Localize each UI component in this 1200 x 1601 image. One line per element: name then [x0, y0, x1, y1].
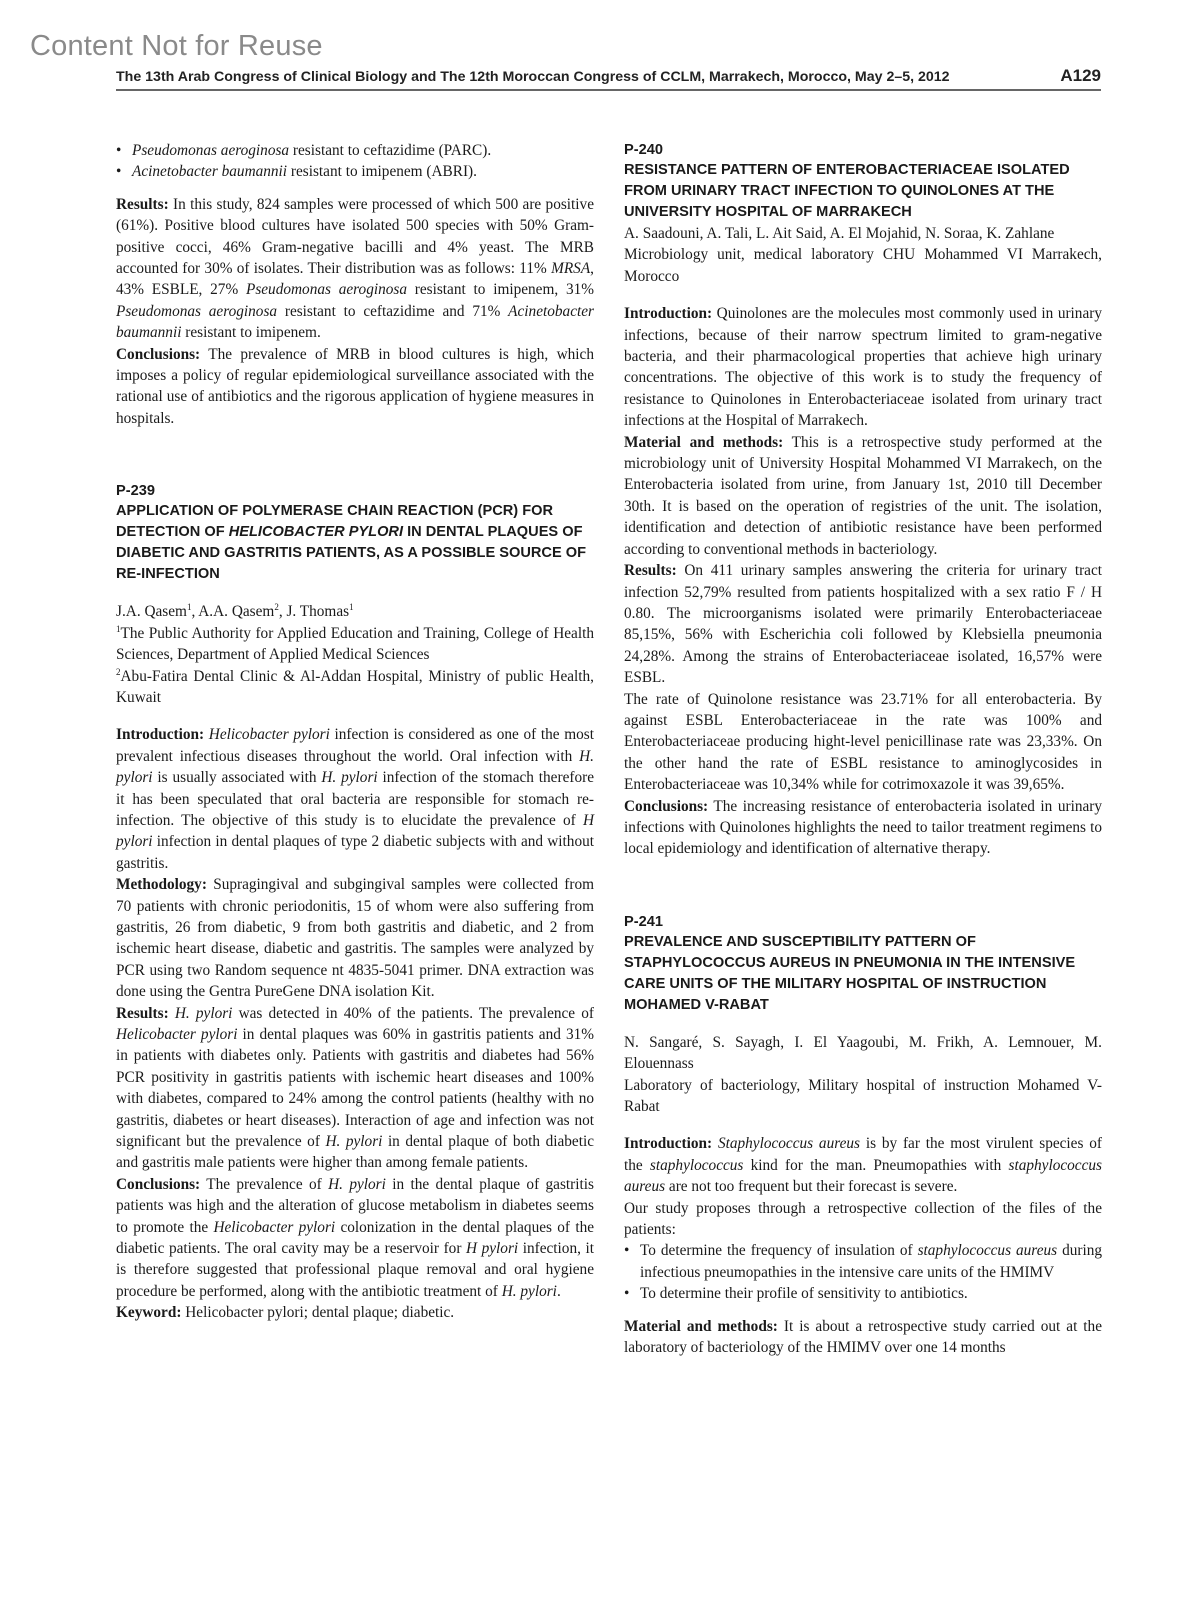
- abstract-title: APPLICATION OF POLYMERASE CHAIN REACTION (PCR) FOR DETECTION OF HELICOBACTER PYLORI IN DENTAL PLAQUES OF DIABETIC AND GASTRITIS PATIENTS, AS A POSSIBLE SOURCE OF RE-INFECTION: [116, 503, 586, 583]
- running-title: The 13th Arab Congress of Clinical Biology and The 12th Moroccan Congress of CCLM, Marrakech, Morocco, May 2–5, 2012: [116, 69, 950, 85]
- abstract-p239: [116, 481, 594, 1323]
- results-paragraph: Results: On 411 urinary samples answering the criteria for urinary tract infection 52,79% resulted from patients hospitalized with a sex ratio F / H 0.80. The microorganisms isolated were primarily Enterobacteriaceae 85,15%, 56% with Escherichia coli followed by Klebsiella pneumonia 24,28%. Among the strains of Enterobacteriaceae isolated, 16,57% were ESBL.: [624, 562, 1102, 687]
- left-column: [116, 140, 594, 1324]
- methods-paragraph: Material and methods: It is about a retrospective study carried out at the laboratory of bacteriology of the HMIMV over one 14 months: [624, 1317, 1102, 1357]
- conclusions-paragraph: Conclusions: The prevalence of MRB in blood cultures is high, which imposes a policy of regular epidemiological surveillance associated with the rational use of antibiotics and the rigorous application of hygiene measures in hospitals.: [116, 345, 594, 427]
- abstract-p241: [624, 912, 1102, 1359]
- page-number: A129: [1060, 66, 1101, 85]
- authors: J.A. Qasem$^1$, A.A. Qasem$^2$, J. Thomas$^1$: [116, 602, 354, 621]
- authors: A. Saadouni, A. Tali, L. Ait Said, A. El Mojahid, N. Soraa, K. Zahlane: [624, 225, 1055, 242]
- running-header: [116, 66, 1101, 86]
- affiliation: Laboratory of bacteriology, Military hospital of instruction Mohamed V-Rabat: [624, 1076, 1102, 1115]
- list-item: • Pseudomonas aeroginosa resistant to ceftazidime (PARC).: [116, 140, 594, 161]
- abstract-id: P-239: [116, 483, 155, 500]
- authors: N. Sangaré, S. Sayagh, I. El Yaagoubi, M. Frikh, A. Lemnouer, M. Elouennass: [624, 1033, 1102, 1073]
- abstract-id: P-241: [624, 913, 663, 930]
- header-rule: [116, 89, 1101, 91]
- affiliation: Microbiology unit, medical laboratory CHU Mohammed VI Marrakech, Morocco: [624, 246, 1102, 285]
- results-paragraph-2: The rate of Quinolone resistance was 23.71% for all enterobacteria. By against ESBL Enterobacteriaceae in the rate was 100% and Enterobacteriaceae producing hight-level penicillinase rate was 23,33%. On the other hand the rate of ESBL resistance to aminoglycosides in Enterobacteriaceae was 10,34% while for cotrimoxazole it was 39,65%.: [624, 690, 1102, 794]
- keyword-line: Keyword: Helicobacter pylori; dental plaque; diabetic.: [116, 1304, 455, 1322]
- introduction-paragraph: Introduction: Quinolones are the molecules most commonly used in urinary infections, because of their narrow spectrum limited to gram-negative bacteria, and their pharmacological properties that achieve high urinary concentrations. The objective of this work is to study the frequency of resistance to Quinolones in Enterobacteriaceae isolated from urinary tract infections at the Hospital of Marrakech.: [624, 305, 1102, 430]
- abstract-title: RESISTANCE PATTERN OF ENTEROBACTERIACEAE ISOLATED FROM URINARY TRACT INFECTION TO QUINOLONES AT THE UNIVERSITY HOSPITAL OF MARRAKECH: [624, 162, 1070, 220]
- conclusions-paragraph: Conclusions: The prevalence of H. pylori in the dental plaque of gastritis patients was high and the alteration of glucose metabolism in diabetes seems to promote the Helicobacter pylori colonization in the dental plaques of the diabetic patients. The oral cavity may be a reservoir for H pylori infection, it is therefore suggested that professional plaque removal and oral hygiene procedure be performed, along with the antibiotic treatment of H. pylori.: [116, 1175, 595, 1300]
- list-item: • To determine their profile of sensitivity to antibiotics.: [624, 1283, 1102, 1304]
- objectives-list: [624, 1240, 1102, 1304]
- list-item: • To determine the frequency of insulation of staphylococcus aureus during infectious pneumopathies in the intensive care units of the HMIMV: [624, 1240, 1102, 1283]
- affiliation-2: $^2$Abu-Fatira Dental Clinic & Al-Addan Hospital, Ministry of public Health, Kuwait: [116, 666, 594, 706]
- results-paragraph: Results: In this study, 824 samples were processed of which 500 are positive (61%). Positive blood cultures have isolated 500 species with 50% Gram-positive cocci, 46% Gram-negative bacilli and 4% yeast. The MRB accounted for 30% of isolates. Their distribution was as follows: 11% MRSA, 43% ESBLE, 27% Pseudomonas aeroginosa resistant to imipenem, 31% Pseudomonas aeroginosa resistant to ceftazidime and 71% Acinetobacter baumannii resistant to imipenem.: [116, 195, 594, 342]
- introduction-paragraph: Introduction: Helicobacter pylori infection is considered as one of the most prevalent infectious diseases throughout the world. Oral infection with H. pylori is usually associated with H. pylori infection of the stomach therefore it has been speculated that oral bacteria are responsible for stomach re-infection. The objective of this study is to elucidate the prevalence of H pylori infection in dental plaques of type 2 diabetic subjects with and without gastritis.: [116, 726, 595, 872]
- abstract-p240: [624, 140, 1102, 860]
- study-line: Our study proposes through a retrospective collection of the files of the patients:: [624, 1199, 1102, 1239]
- right-column: [624, 140, 1102, 1358]
- abstract-id: P-240: [624, 142, 663, 158]
- results-paragraph: Results: H. pylori was detected in 40% of the patients. The prevalence of Helicobacter pylori in dental plaques was 60% in gastritis patients and 31% in patients with diabetes only. Patients with gastritis and diabetes had 56% PCR positivity in gastritis patients with ischemic heart diseases and 100% with diabetes, compared to 24% among the control patients (healthy with no gastritis, diabetes or heart diseases). Interaction of age and infection was not significant but the prevalence of H. pylori in dental plaque of both diabetic and gastritis male patients were higher than among female patients.: [116, 1004, 594, 1172]
- introduction-paragraph: Introduction: Staphylococcus aureus is by far the most virulent species of the staphylococcus kind for the man. Pneumopathies with staphylococcus aureus are not too frequent but their forecast is severe.: [624, 1135, 1102, 1196]
- list-item: • Acinetobacter baumannii resistant to imipenem (ABRI).: [116, 161, 594, 182]
- resistance-list: [116, 140, 594, 183]
- affiliation-1: $^1$The Public Authority for Applied Education and Training, College of Health Sciences, Department of Applied Medical Sciences: [116, 623, 594, 664]
- conclusions-paragraph: Conclusions: The increasing resistance of enterobacteria isolated in urinary infections with Quinolones highlights the need to tailor treatment regimens to local epidemiology and identification of alternative therapy.: [624, 797, 1102, 858]
- abstract-title: PREVALENCE AND SUSCEPTIBILITY PATTERN OF STAPHYLOCOCCUS AUREUS IN PNEUMONIA IN THE INTENSIVE CARE UNITS OF THE MILITARY HOSPITAL OF INSTRUCTION MOHAMED V-RABAT: [624, 933, 1076, 1013]
- watermark: Content Not for Reuse: [30, 30, 323, 62]
- methodology-paragraph: Methodology: Supragingival and subgingival samples were collected from 70 patients with chronic periodonitis, 15 of whom were also suffering from gastritis, 26 from diabetic, 9 from both gastritis and diabetic, and 2 from ischemic heart disease, diabetic and gastritis. The samples were analyzed by PCR using two Random sequence nt 4835-5041 primer. DNA extraction was done using the Gentra PureGene DNA isolation Kit.: [116, 876, 594, 1001]
- methods-paragraph: Material and methods: This is a retrospective study performed at the microbiology unit of University Hospital Mohammed VI Marrakech, on the Enterobacteria isolated from urine, from January 1st, 2010 till December 30th. It is based on the operation of registries of the unit. The isolation, identification and detection of antibiotic resistance have been performed according to conventional methods in bacteriology.: [624, 433, 1102, 558]
